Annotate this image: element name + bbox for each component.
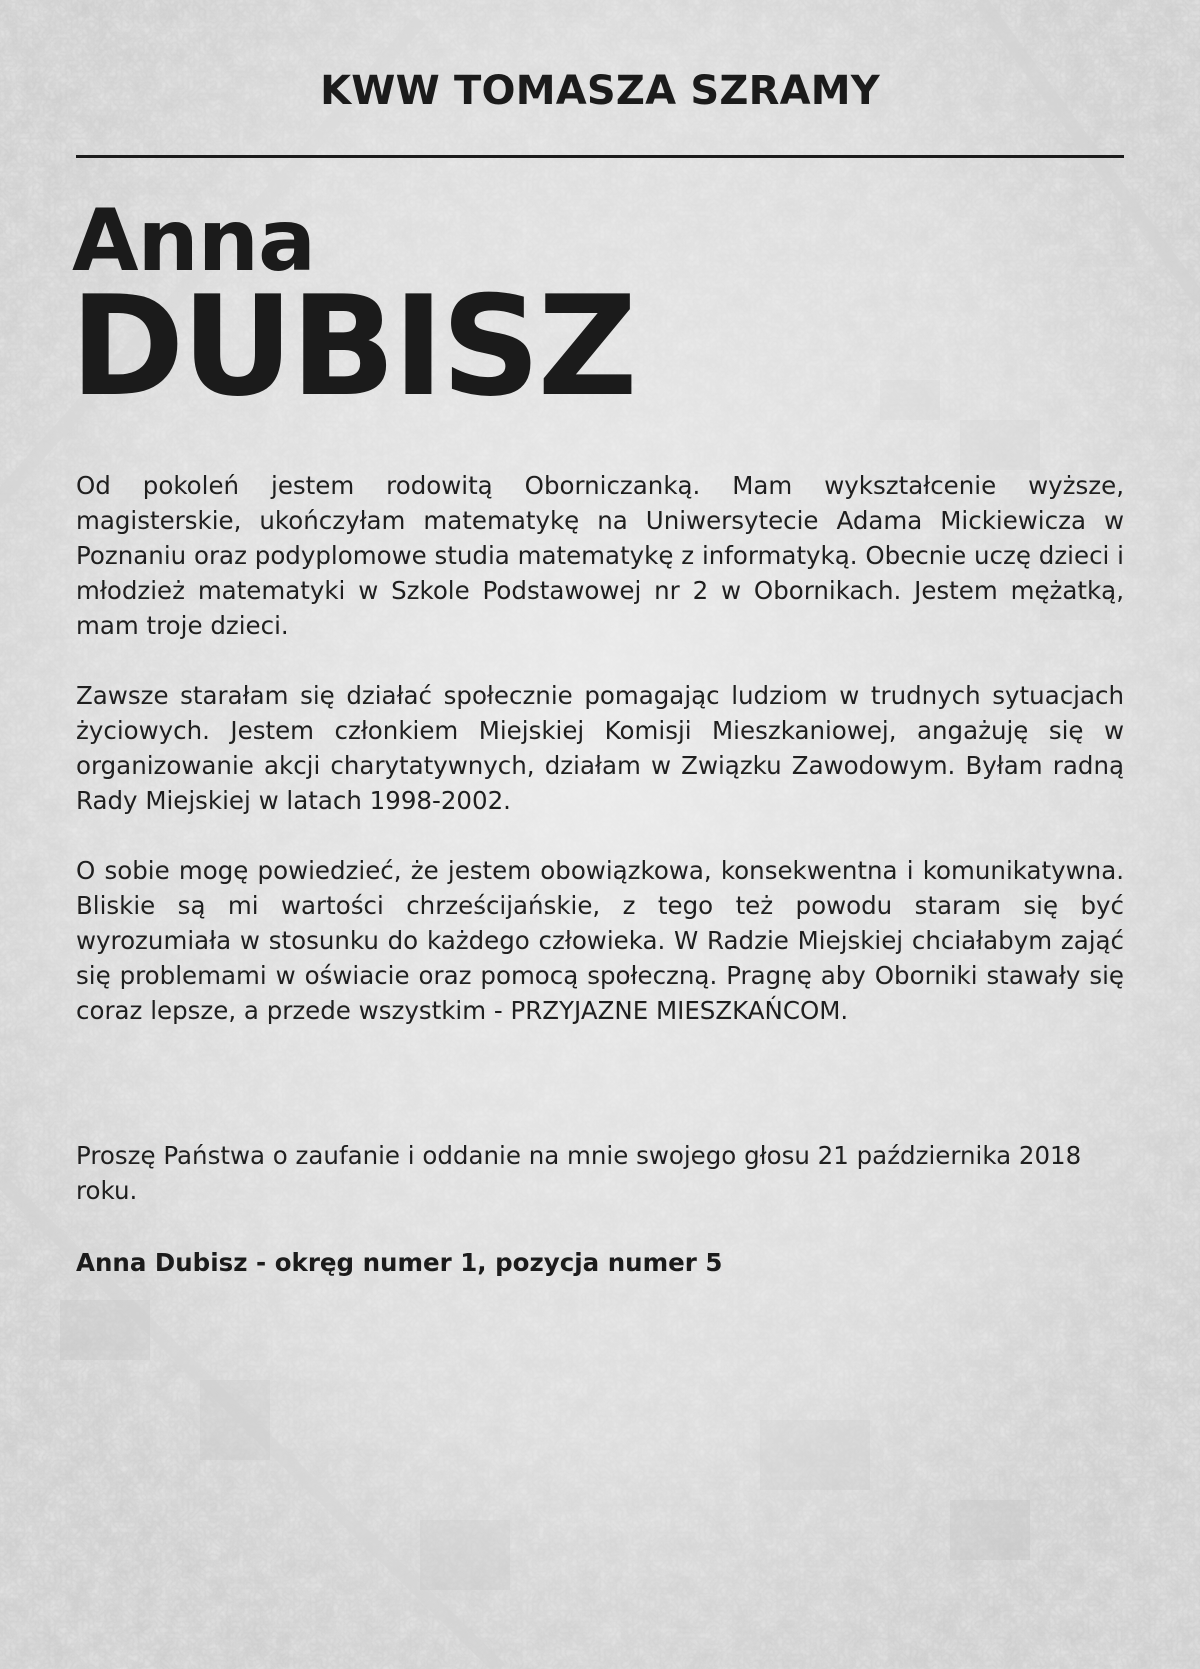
candidate-first-name: Anna — [72, 191, 316, 291]
bio-paragraph-social-work: Zawsze starałam się działać społecznie pomagając ludziom w trudnych sytuacjach życiowych. Jestem członkiem Miejskiej Komisji Mieszkaniowej, angażuję się w organizowanie akcji charytatywnych, działam w Związku Zawodowym. Byłam radną Rady Miejskiej w latach 1998-2002. — [76, 681, 1124, 815]
committee-title: KWW TOMASZA SZRAMY — [320, 68, 880, 114]
vote-appeal: Proszę Państwa o zaufanie i oddanie na mnie swojego głosu 21 października 2018 roku. — [76, 1141, 1082, 1205]
candidate-signature: Anna Dubisz - okręg numer 1, pozycja numer 5 — [76, 1248, 723, 1277]
candidate-last-name: DUBISZ — [70, 266, 635, 427]
bio-paragraph-values: O sobie mogę powiedzieć, że jestem obowiązkowa, konsekwentna i komunikatywna. Bliskie są mi wartości chrześcijańskie, z tego też powodu staram się być wyrozumiała w stosunku do każdego człowieka. W Radzie Miejskiej chciałabym zająć się problemami w oświacie oraz pomocą społeczną. Pragnę aby Oborniki stawały się coraz lepsze, a przede wszystkim - PRZYJAZNE MIESZKAŃCOM. — [76, 856, 1124, 1025]
bio-paragraph-education: Od pokoleń jestem rodowitą Oborniczanką. Mam wykształcenie wyższe, magisterskie, ukończyłam matematykę na Uniwersytecie Adama Mickiewicza w Poznaniu oraz podyplomowe studia matematykę z informatyką. Obecnie uczę dzieci i młodzież matematyki w Szkole Podstawowej nr 2 w Obornikach. Jestem mężatką, mam troje dzieci. — [76, 471, 1124, 640]
header-divider — [76, 155, 1124, 158]
